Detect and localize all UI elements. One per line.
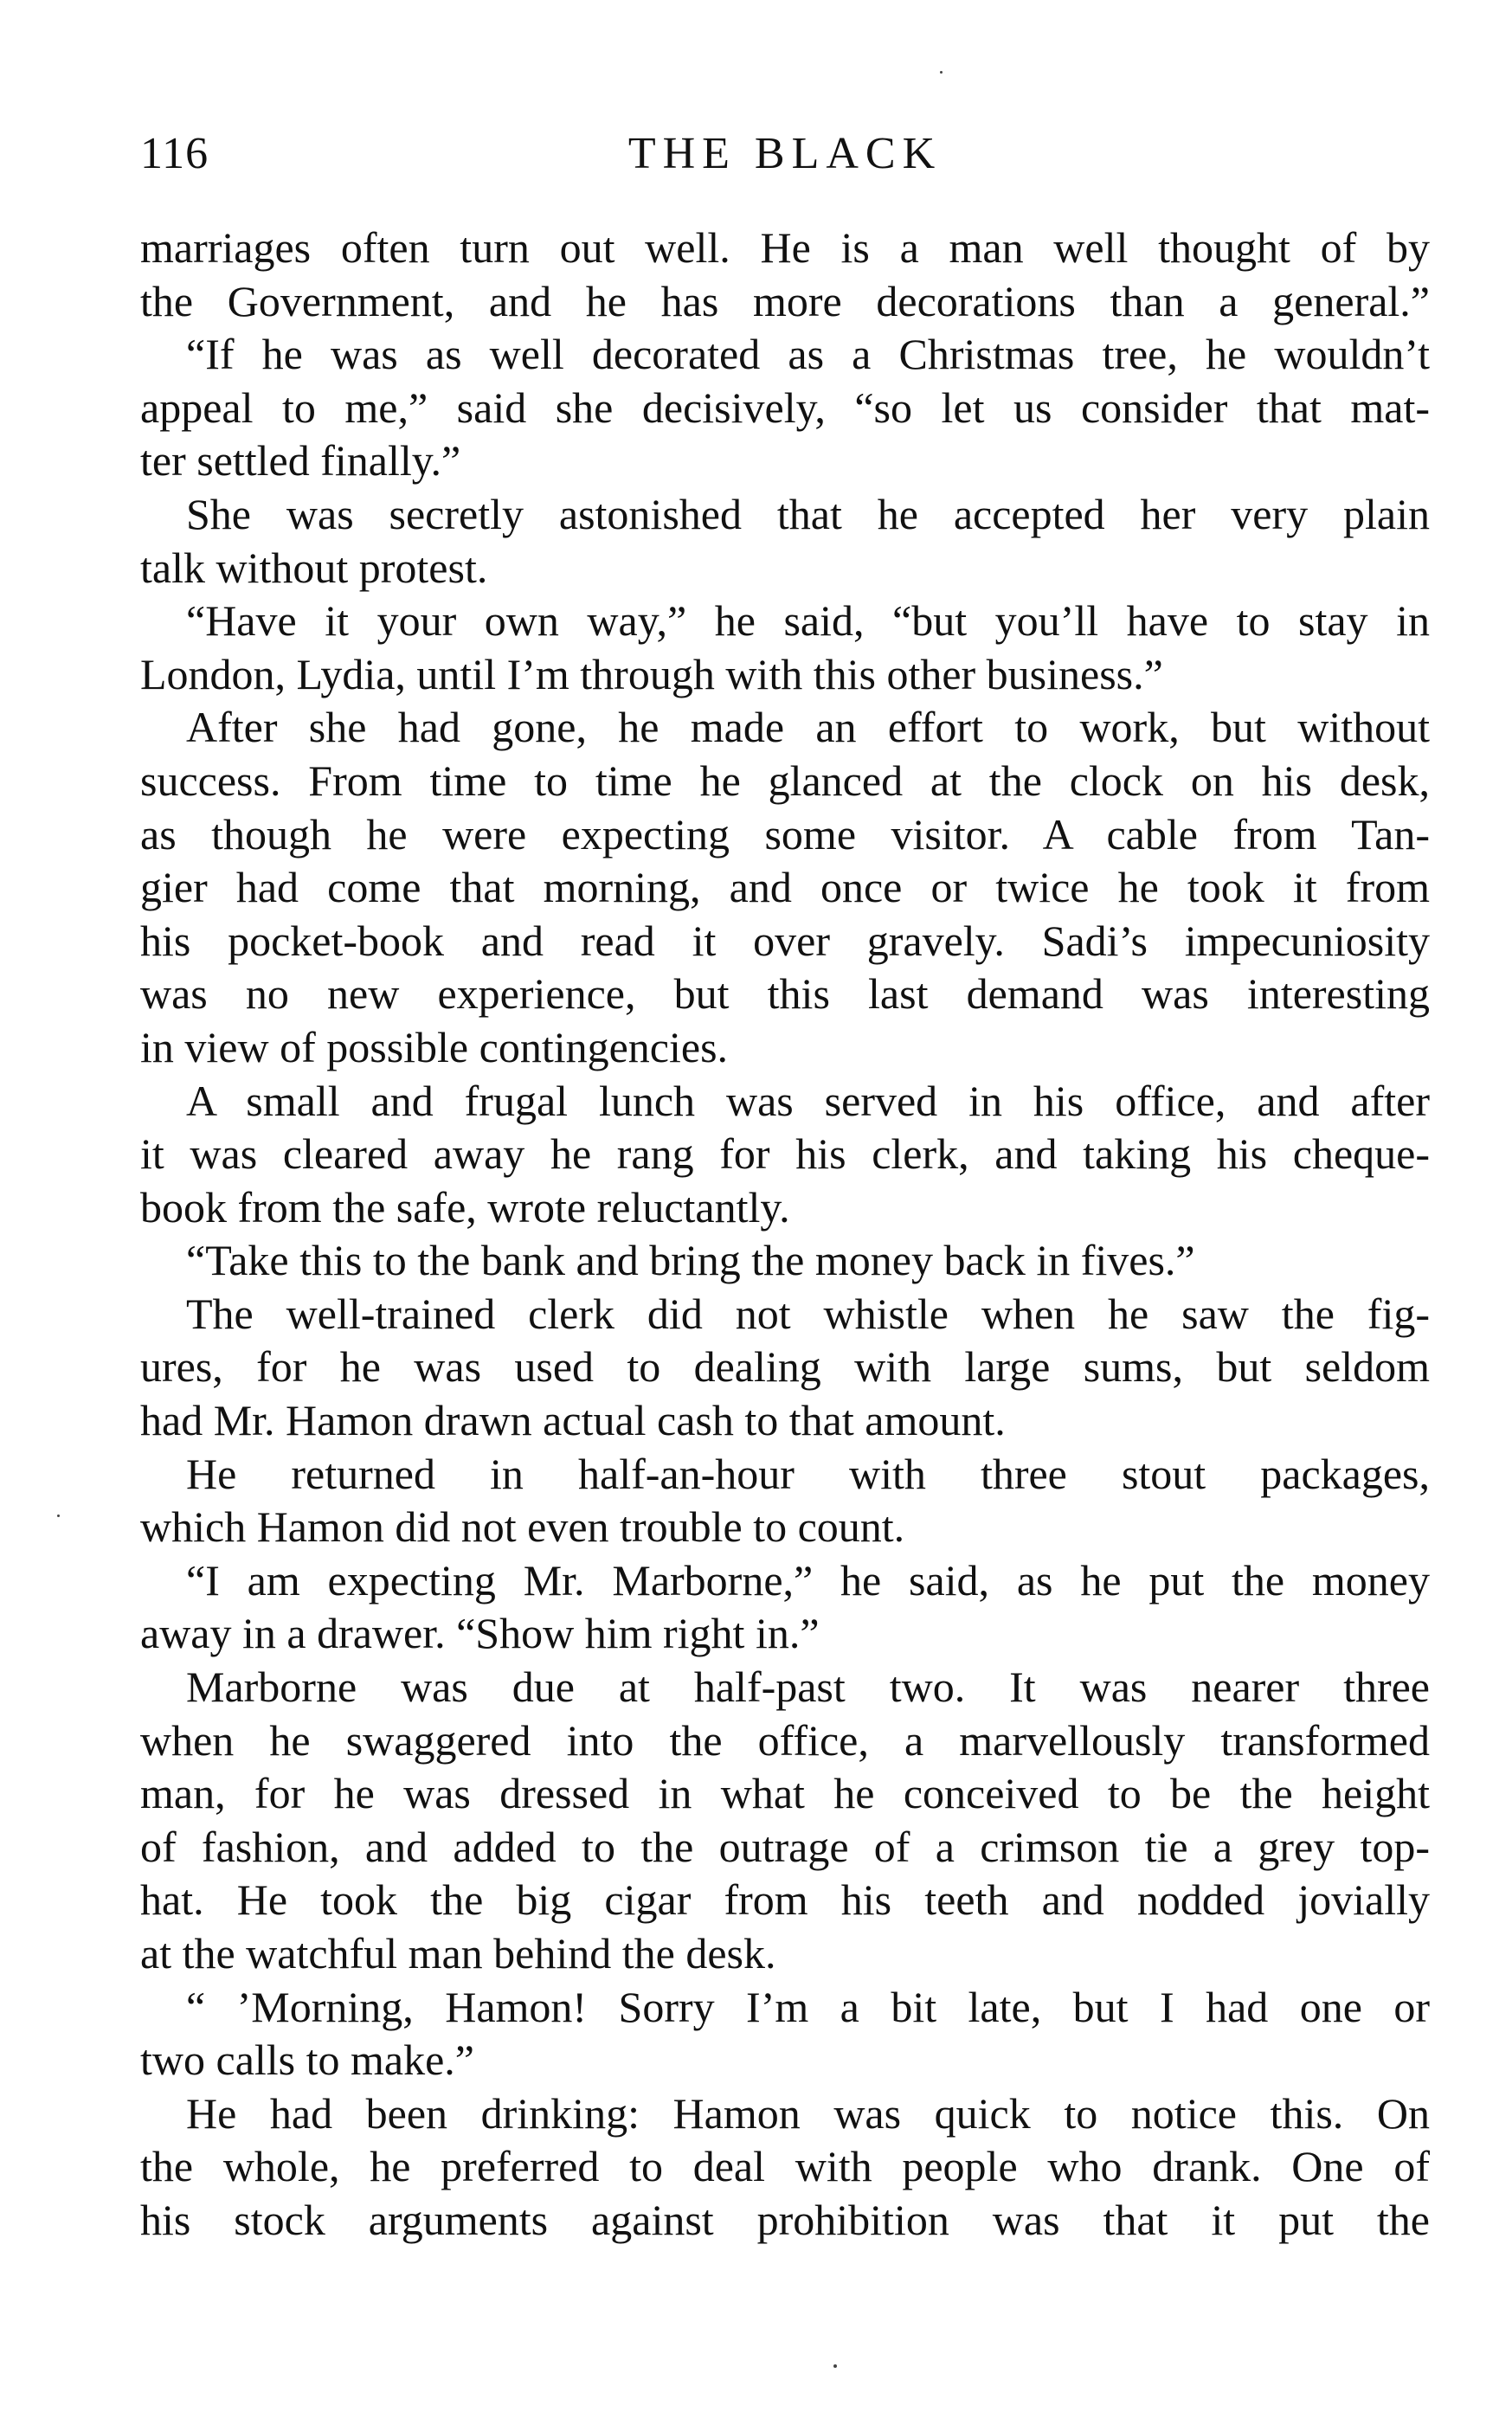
page-header xyxy=(140,128,1430,189)
text-line: away in a drawer. “Show him right in.” xyxy=(140,1609,820,1658)
text-line: She was secretly astonished that he accepted her very plain xyxy=(186,489,1430,538)
text-line: He returned in half-an-hour with three stout packages, xyxy=(186,1449,1430,1498)
text-line: two calls to make.” xyxy=(140,2035,474,2085)
text-line: “If he was as well decorated as a Christmas tree, he wouldn’t xyxy=(186,330,1430,379)
text-line: “I am expecting Mr. Marborne,” he said, as he put the money xyxy=(186,1555,1430,1605)
text-line: After she had gone, he made an effort to work, but without xyxy=(186,703,1430,752)
page-number: 116 xyxy=(140,129,209,178)
text-line: success. From time to time he glanced at the clock on his desk, xyxy=(140,756,1430,805)
text-line: had Mr. Hamon drawn actual cash to that amount. xyxy=(140,1396,1006,1445)
text-line: “Have it your own way,” he said, “but you’ll have to stay in xyxy=(186,596,1430,646)
text-line: He had been drinking: Hamon was quick to notice this. On xyxy=(186,2088,1430,2138)
text-line: the Government, and he has more decorations than a general.” xyxy=(140,276,1430,325)
text-line: “Take this to the bank and bring the money back in fives.” xyxy=(186,1236,1195,1285)
text-line: A small and frugal lunch was served in his office, and after xyxy=(186,1076,1430,1125)
text-line: when he swaggered into the office, a marvellously transformed xyxy=(140,1715,1430,1765)
text-line: Marborne was due at half-past two. It was nearer three xyxy=(186,1662,1430,1712)
text-line: man, for he was dressed in what he conceived to be the height xyxy=(140,1769,1430,1818)
text-line: as though he were expecting some visitor. A cable from Tan- xyxy=(140,809,1430,859)
body-text xyxy=(140,222,1430,2248)
text-line: London, Lydia, until I’m through with this other business.” xyxy=(140,649,1163,698)
text-line: The well-trained clerk did not whistle when he saw the fig- xyxy=(186,1289,1430,1338)
text-line: marriages often turn out well. He is a man well thought of by xyxy=(140,223,1430,272)
text-line: appeal to me,” said she decisively, “so let us consider that mat- xyxy=(140,383,1430,432)
text-line: was no new experience, but this last demand was interesting xyxy=(140,969,1430,1019)
paper-speck xyxy=(833,2364,837,2368)
text-line: ures, for he was used to dealing with large sums, but seldom xyxy=(140,1342,1430,1392)
paper-speck xyxy=(57,1515,60,1517)
paper-speck xyxy=(940,71,943,74)
text-line: which Hamon did not even trouble to count. xyxy=(140,1502,905,1552)
text-line: at the watchful man behind the desk. xyxy=(140,1929,776,1978)
text-line: hat. He took the big cigar from his teeth and nodded jovially xyxy=(140,1875,1430,1925)
text-line: the whole, he preferred to deal with people who drank. One of xyxy=(140,2142,1430,2191)
running-title: THE BLACK xyxy=(627,129,943,178)
text-line: it was cleared away he rang for his clerk, and taking his cheque- xyxy=(140,1129,1430,1179)
text-line: gier had come that morning, and once or twice he took it from xyxy=(140,863,1430,912)
text-line: of fashion, and added to the outrage of a crimson tie a grey top- xyxy=(140,1822,1430,1871)
text-line: ter settled finally.” xyxy=(140,436,461,486)
text-line: his pocket-book and read it over gravely. Sadi’s impecuniosity xyxy=(140,916,1430,965)
text-line: in view of possible contingencies. xyxy=(140,1022,729,1071)
text-line: book from the safe, wrote reluctantly. xyxy=(140,1182,790,1232)
text-line: “ ’Morning, Hamon! Sorry I’m a bit late, but I had one or xyxy=(186,1982,1430,2031)
text-line: his stock arguments against prohibition was that it put the xyxy=(140,2195,1430,2244)
text-line: talk without protest. xyxy=(140,543,488,592)
